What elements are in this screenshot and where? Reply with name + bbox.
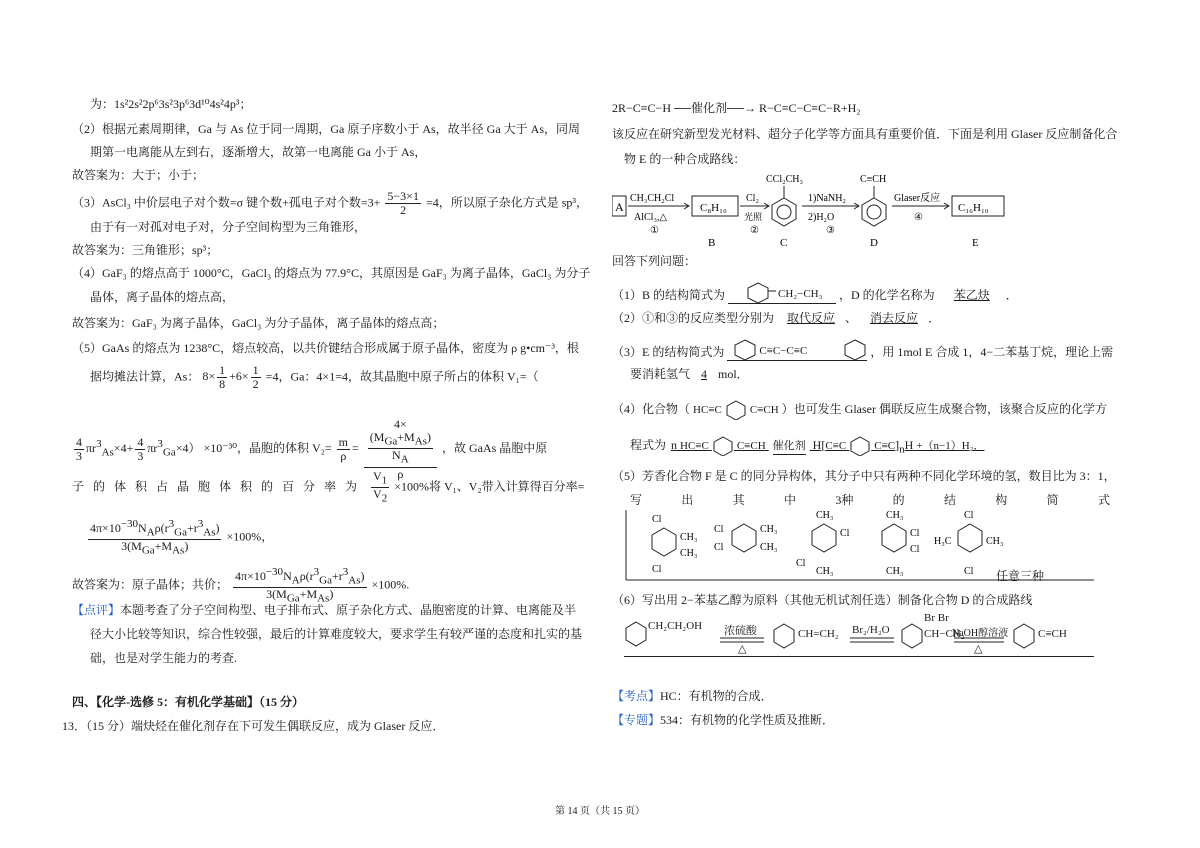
reagent: 2)H₂O: [808, 212, 835, 223]
degree: n: [899, 443, 905, 456]
coefficient: n: [671, 437, 678, 452]
compound-a: A: [615, 200, 624, 214]
substituent: CH₂−CH₃: [778, 287, 823, 300]
fraction: 4× $(M_{Ga}+M_{As})$ $N_A$ ρ: [364, 418, 437, 481]
answer-line: 故答案为：大于；小于；: [72, 168, 205, 182]
topic: [612, 712, 834, 728]
reagent: Glaser反应: [894, 193, 941, 204]
svg-text:Cl: Cl: [964, 566, 974, 577]
synthesis-scheme: [612, 170, 1032, 250]
question-1: （1）B 的结构简式为 CH₂−CH₃ ，D 的化学名称为 苯乙炔 ．: [612, 287, 1018, 304]
spread-word: 出: [681, 493, 694, 507]
svg-text:Cl: Cl: [840, 528, 850, 539]
reagent: 1)NaNH₂: [808, 193, 846, 204]
alkyne-chain: C≡C−C≡C: [759, 344, 808, 357]
spread-word: 的: [892, 493, 905, 507]
answer-note: 任意三种: [996, 569, 1045, 583]
knowledge-point: [612, 688, 773, 704]
reagent: 浓硫酸: [724, 625, 757, 637]
spread-line: [630, 492, 1110, 508]
text-seg: 534：有机物的化学性质及推断．: [660, 713, 835, 727]
condition: 光照: [744, 212, 763, 222]
spread-word: 式: [1097, 493, 1110, 507]
svg-text:CH₃: CH₃: [680, 532, 698, 543]
alkyne-group: C≡CH: [736, 439, 766, 452]
spread-word: 构: [995, 493, 1008, 507]
text-seg: mol．: [718, 367, 749, 381]
label-d: D: [870, 237, 878, 249]
svg-text:CH₃: CH₃: [986, 536, 1004, 547]
reagent: NaOH醇溶液: [952, 628, 1009, 639]
text-line: 由于有一对孤对电子对，分子空间构型为三角锥形，: [90, 220, 367, 234]
svg-text:CH₃: CH₃: [886, 510, 904, 521]
svg-text:H₃C: H₃C: [934, 536, 952, 547]
text-seg: 据均摊法计算，As：: [90, 369, 200, 384]
spread-word: 结: [943, 493, 956, 507]
answer-d-name: 苯乙炔: [953, 288, 990, 302]
polymer-equation: [630, 436, 986, 457]
label-e: E: [972, 237, 979, 249]
comment-label: 【点评】: [72, 603, 121, 617]
svg-text:CH₃: CH₃: [760, 542, 778, 553]
svg-text:Cl: Cl: [964, 510, 974, 521]
text-line: 该反应在研究新型发光材料、超分子化学等方面具有重要价值．下面是利用 Glaser 反应制备化合: [612, 127, 1118, 141]
answer-blank: [727, 346, 867, 361]
spread-word: 简: [1046, 493, 1059, 507]
text-seg: =4，Ga：4×1=4，故其晶胞中原子所占的体积 V₁=（: [265, 369, 539, 384]
answer-line: 故答案为：三角锥形；sp³；: [72, 243, 219, 257]
zhuanti-label: 【专题】: [612, 713, 661, 727]
question-13: 13．（15 分）端炔烃在催化剂存在下可发生偶联反应，成为 Glaser 反应．: [62, 719, 445, 733]
byproduct: +（n−1）H₂．: [916, 439, 985, 452]
polymer-end: H: [812, 437, 822, 452]
text-line: 期第一电离能从左到右，逐渐增大，故第一电离能 Ga 小于 As，: [90, 145, 427, 159]
synthesis-route: [624, 612, 1094, 657]
kaodian-label: 【考点】: [612, 689, 661, 703]
svg-text:Cl: Cl: [714, 542, 724, 553]
benzene-ring: [772, 198, 796, 226]
substituent: CH₂CH₂OH: [648, 620, 703, 632]
svg-text:Cl: Cl: [910, 544, 920, 555]
fraction: [385, 190, 421, 217]
step-1: ①: [650, 225, 659, 236]
text-seg: （2）①和③的反应类型分别为: [612, 311, 775, 325]
answer-reaction-1: 取代反应: [787, 311, 836, 325]
fraction-denominator: 2: [400, 203, 407, 217]
text-seg: 程式为: [630, 437, 667, 452]
text-line: （4）GaF₃ 的熔点高于 1000°C，GaCl₃ 的熔点为 77.9°C，其原因是 GaF₃ 为离子晶体，GaCl₃ 为分子: [72, 266, 591, 280]
benzene-ring: [862, 198, 886, 226]
text-line: 径大小比较等知识，综合性较强，最后的计算难度较大，要求学生有较严谨的态度和扎实的基: [90, 627, 583, 641]
text-seg: （3）AsCl₃ 中价层电子对个数=σ 键个数+孤电子对个数=3+: [72, 195, 381, 210]
catalyst: 催化剂: [773, 438, 806, 455]
text-seg: 要消耗氢气: [630, 367, 691, 381]
text-seg: ×10⁻³⁰，晶胞的体积 V₂=: [203, 441, 332, 456]
spread-word: 其: [732, 493, 745, 507]
polymer-end: H: [904, 437, 914, 452]
text-seg: ×100%将 V₁、V₂带入计算得百分率=: [394, 479, 585, 494]
answer-line: 故答案为：GaF₃ 为离子晶体，GaCl₃ 为分子晶体，离子晶体的熔点高；: [72, 316, 445, 330]
text-seg: （4）化合物（: [612, 401, 691, 416]
text-seg: ）也可发生 Glaser 偶联反应生成聚合物，该聚合反应的化学方: [781, 401, 1107, 416]
substituent: C≡CH: [1038, 628, 1067, 640]
answer-blank: [728, 289, 836, 304]
text-line: $\frac{4}{3}$ $\pi r^3_{As}\times 4+$ $\frac{4}{3}$ $\pi r^3_{Ga}\times 4) \times 10^{-30}$，晶胞的体积 V₂= $\frac{m}{\rho}$ = 4× $(M_{Ga}+M_{As})$ $N_A$ ρ ，故 GaAs 晶胞中原: [72, 418, 547, 481]
substituent: CCl₂CH₃: [766, 174, 803, 185]
alkyne-group: C≡C: [874, 439, 896, 452]
substituent: CH−CH₂: [924, 628, 965, 640]
page-footer: 第 14 页（共 15 页）: [555, 806, 645, 817]
reagent: CH₃CH₂Cl: [630, 193, 675, 204]
condition: △: [738, 643, 747, 655]
fraction: $\frac{V_1}{V_2}$: [373, 469, 388, 505]
text-seg: （3）E 的结构简式为: [612, 345, 725, 359]
question-3: [612, 344, 1113, 361]
benzene-ring: [725, 400, 747, 420]
step-3: ③: [826, 225, 835, 236]
text-line: [630, 366, 749, 382]
text-line: [90, 364, 539, 391]
substituent: Br Br: [924, 612, 949, 624]
question-2: （2）①和③的反应类型分别为 取代反应 、 消去反应 ．: [612, 311, 941, 325]
text-seg: HC：有机物的合成．: [660, 689, 773, 703]
glaser-equation: 2R−C≡C−H ──催化剂──→ R−C≡C−C≡C−R+H₂: [612, 101, 861, 115]
fraction: $\frac{4\pi\times 10^{-30}N_A\rho(r^3_{Ga}+r^3_{As})}{3(M_{Ga}+M_{As})}$: [90, 518, 220, 557]
svg-text:CH₃: CH₃: [760, 524, 778, 535]
text-line: 回答下列问题：: [612, 254, 697, 268]
step-2: ②: [750, 225, 759, 236]
alkyne-group: C≡C: [825, 439, 847, 452]
text-seg: 子的体积占晶胞体积的百分率为: [72, 479, 367, 494]
compound-e-formula: C₁₆H₁₀: [958, 202, 989, 214]
alkyne-group: HC≡C: [680, 439, 709, 452]
svg-text:Cl: Cl: [714, 524, 724, 535]
svg-text:Cl: Cl: [910, 528, 920, 539]
substituent: CH=CH₂: [798, 628, 839, 640]
text-seg: ，用 1mol E 合成 1，4−二苯基丁烷，理论上需: [870, 345, 1114, 359]
step-4: ④: [914, 212, 923, 223]
section-heading: 四、【化学-选修 5：有机化学基础】（15 分）: [72, 695, 304, 709]
spread-word: 写: [630, 493, 643, 507]
svg-text:CH₃: CH₃: [886, 566, 904, 577]
spread-word: 中: [783, 493, 796, 507]
svg-text:CH₃: CH₃: [680, 548, 698, 559]
substituent: C≡CH: [860, 174, 887, 185]
text-seg: ，D 的化学名称为: [839, 288, 935, 302]
text-seg: 本题考查了分子空间构型、电子排布式、原子杂化方式、晶胞密度的计算、电离能及半: [120, 603, 577, 617]
answer-h2-moles: 4: [701, 367, 708, 381]
text-line: （2）根据元素周期律，Ga 与 As 位于同一周期，Ga 原子序数小于 As，故半径 Ga 大于 As，同周: [72, 122, 580, 136]
alkyne-group: C≡CH: [749, 403, 779, 416]
text-line: 晶体，离子晶体的熔点高，: [90, 290, 235, 304]
question-4: [612, 400, 1107, 420]
question-5: （5）芳香化合物 F 是 C 的同分异构体，其分子中只有两种不同化学环境的氢，数目比为 3：1，: [612, 469, 1116, 483]
fraction: $\frac{m}{\rho}$: [338, 434, 348, 463]
question-6: （6）写出用 2−苯基乙醇为原料（其他无机试剂任选）制备化合物 D 的合成路线: [612, 593, 1033, 607]
fraction-numerator: 5−3×1: [387, 189, 419, 203]
comment-line: [72, 602, 576, 618]
reagent: Cl₂: [746, 193, 759, 204]
compound-b-formula: C₈H₁₀: [700, 202, 727, 214]
text-line: [72, 470, 584, 506]
label-b: B: [708, 237, 716, 249]
formula: 8× $\frac{1}{8}$ +6× $\frac{1}{2}$: [202, 363, 259, 391]
svg-text:CH₃: CH₃: [816, 510, 834, 521]
answer-reaction-3: 消去反应: [870, 311, 919, 325]
svg-text:Cl: Cl: [652, 564, 662, 575]
electron-config-line: 为：1s²2s²2p⁶3s²3p⁶3d¹⁰4s²4p³；: [90, 97, 252, 111]
answer-equation: n HC≡C C≡CH 催化剂 H[C≡C $C\equiv C]_nH +(n-1)H_2$．: [671, 437, 985, 456]
text-seg: 故答案为：原子晶体；共价；: [72, 577, 229, 592]
svg-text:CH₃: CH₃: [816, 566, 834, 577]
alkyne-group: HC≡C: [693, 403, 722, 416]
svg-text:Cl: Cl: [796, 558, 806, 569]
text-seg: （1）B 的结构简式为: [612, 288, 726, 302]
svg-text:Cl: Cl: [652, 514, 662, 525]
text-seg: ×100%.: [371, 577, 410, 592]
condition: △: [974, 643, 983, 655]
text-seg: ，故 GaAs 晶胞中原: [441, 441, 548, 456]
text-line: 物 E 的一种合成路线：: [624, 152, 746, 166]
text-seg: ×100%，: [226, 529, 274, 544]
text-line: （5）GaAs 的熔点为 1238°C，熔点较高，以共价键结合形成属于原子晶体，密度为 ρ g•cm⁻³，根: [72, 341, 579, 355]
formula: $\frac{4}{3}$ $\pi r^3_{As}\times 4+$ $\frac{4}{3}$ $\pi r^3_{Ga}\times 4$）: [76, 434, 201, 463]
answer-line: [72, 566, 409, 606]
spread-word: 3种: [835, 493, 854, 507]
text-line: [72, 190, 588, 217]
text-line: 础，也是对学生能力的考查.: [90, 651, 238, 665]
text-line: [86, 518, 273, 558]
fraction: $\frac{4\pi\times 10^{-30}N_A\rho(r^3_{Ga}+r^3_{As})}{3(M_{Ga}+M_{As})}$: [235, 566, 365, 605]
label-c: C: [780, 237, 788, 249]
condition: AlCl₃,△: [634, 212, 668, 223]
text-seg: =4，所以原子杂化方式是 sp³，: [425, 195, 588, 210]
reagent: Br₂/H₂O: [852, 624, 890, 636]
